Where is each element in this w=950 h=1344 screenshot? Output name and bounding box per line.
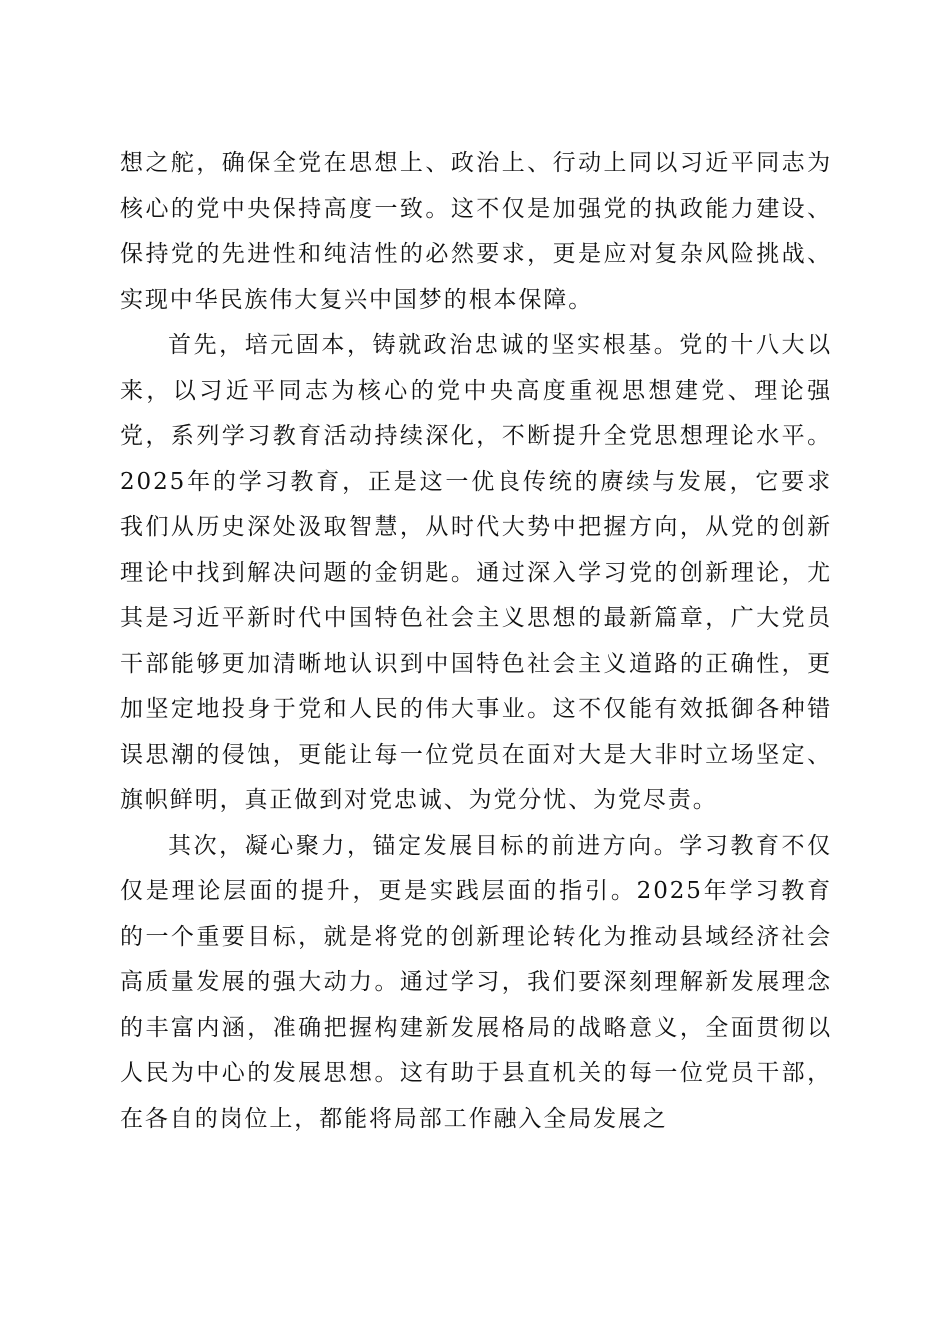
- paragraph-continuation: 想之舵，确保全党在思想上、政治上、行动上同以习近平同志为核心的党中央保持高度一致。这不仅是加强党的执政能力建设、保持党的先进性和纯洁性的必然要求，更是应对复杂风险挑战、实现中华民族伟大复兴中国梦的根本保障。: [120, 150, 832, 313]
- paragraph-second-point: 其次，凝心聚力，锚定发展目标的前进方向。学习教育不仅仅是理论层面的提升，更是实践层面的指引。2025年学习教育的一个重要目标，就是将党的创新理论转化为推动县域经济社会高质量发展的强大动力。通过学习，我们要深刻理解新发展理念的丰富内涵，准确把握构建新发展格局的战略意义，全面贯彻以人民为中心的发展思想。这有助于县直机关的每一位党员干部，在各自的岗位上，都能将局部工作融入全局发展之: [120, 832, 832, 1132]
- paragraph-first-point: 首先，培元固本，铸就政治忠诚的坚实根基。党的十八大以来，以习近平同志为核心的党中央高度重视思想建党、理论强党，系列学习教育活动持续深化，不断提升全党思想理论水平。2025年的学习教育，正是这一优良传统的赓续与发展，它要求我们从历史深处汲取智慧，从时代大势中把握方向，从党的创新理论中找到解决问题的金钥匙。通过深入学习党的创新理论，尤其是习近平新时代中国特色社会主义思想的最新篇章，广大党员干部能够更加清晰地认识到中国特色社会主义道路的正确性，更加坚定地投身于党和人民的伟大事业。这不仅能有效抵御各种错误思潮的侵蚀，更能让每一位党员在面对大是大非时立场坚定、旗帜鲜明，真正做到对党忠诚、为党分忧、为党尽责。: [120, 332, 832, 813]
- document-page: [120, 141, 832, 1142]
